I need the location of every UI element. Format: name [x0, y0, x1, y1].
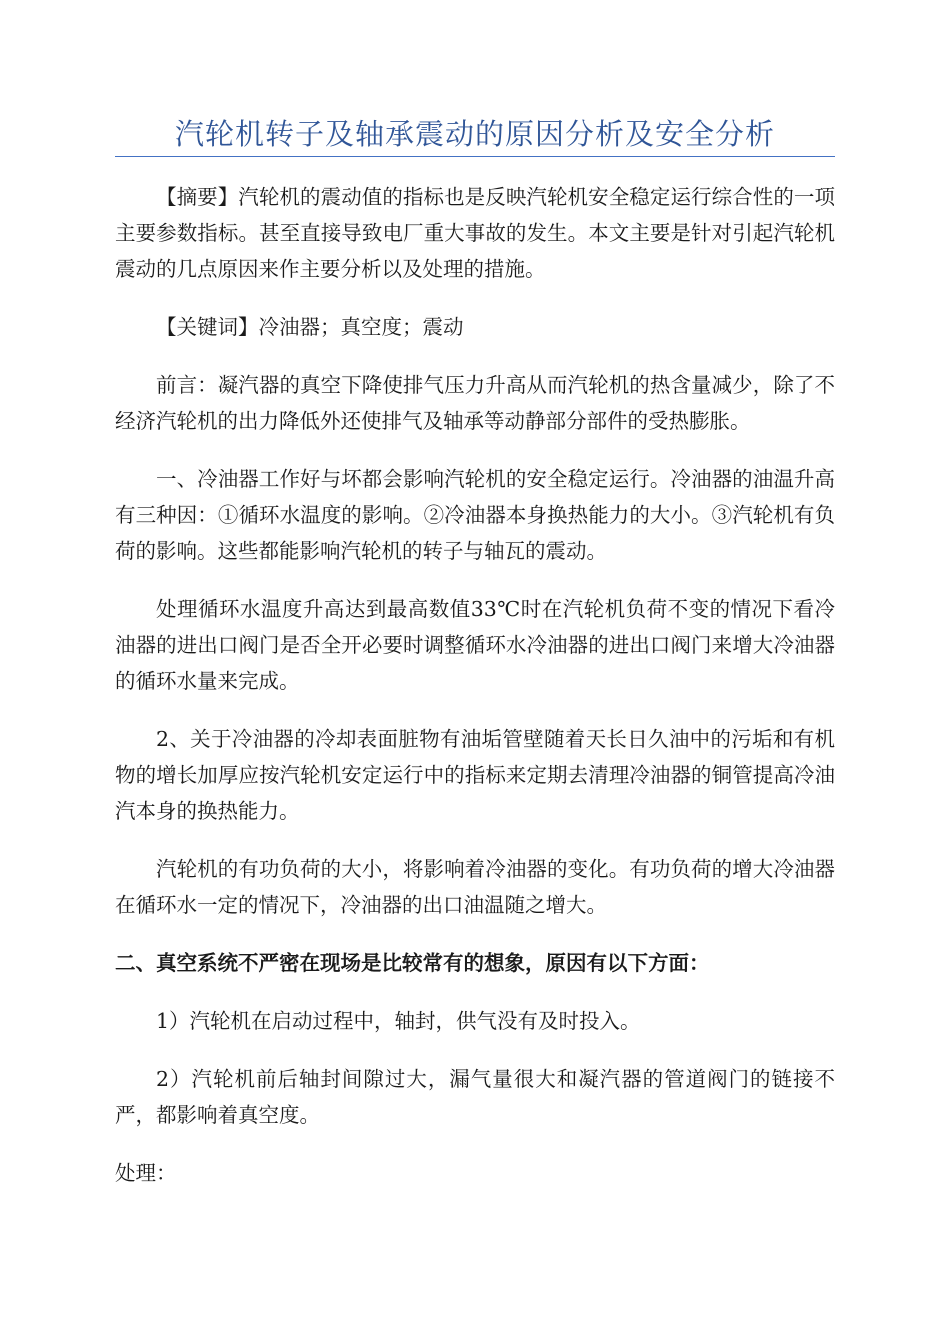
title-underline [115, 156, 835, 157]
list-item: 1）汽轮机在启动过程中，轴封，供气没有及时投入。 [156, 1009, 641, 1033]
document-title: 汽轮机转子及轴承震动的原因分析及安全分析 [174, 117, 775, 151]
section-two-heading: 二、真空系统不严密在现场是比较常有的想象，原因有以下方面： [115, 951, 710, 975]
abstract-paragraph: 【摘要】汽轮机的震动值的指标也是反映汽轮机安全稳定运行综合性的一项主要参数指标。甚至直接导致电厂重大事故的发生。本文主要是针对引起汽轮机震动的几点原因来作主要分析以及处理的措施。 [115, 185, 835, 281]
keywords-paragraph: 【关键词】冷油器；真空度；震动 [156, 315, 464, 339]
list-item: 2）汽轮机前后轴封间隙过大，漏气量很大和凝汽器的管道阀门的链接不严，都影响着真空度。 [115, 1067, 835, 1127]
body-paragraph: 处理循环水温度升高达到最高数值33℃时在汽轮机负荷不变的情况下看冷油器的进出口阀门是否全开必要时调整循环水冷油器的进出口阀门来增大冷油器的循环水量来完成。 [115, 597, 835, 693]
body-paragraph: 2、关于冷油器的冷却表面脏物有油垢管壁随着天长日久油中的污垢和有机物的增长加厚应按汽轮机安定运行中的指标来定期去清理冷油器的铜管提高冷油汽本身的换热能力。 [115, 727, 835, 823]
preface-paragraph: 前言：凝汽器的真空下降使排气压力升高从而汽轮机的热含量减少，除了不经济汽轮机的出力降低外还使排气及轴承等动静部分部件的受热膨胀。 [115, 373, 835, 433]
section-one-paragraph: 一、冷油器工作好与坏都会影响汽轮机的安全稳定运行。冷油器的油温升高有三种因：①循环水温度的影响。②冷油器本身换热能力的大小。③汽轮机有负荷的影响。这些都能影响汽轮机的转子与轴瓦的震动。 [115, 467, 835, 563]
treatment-label: 处理： [115, 1161, 177, 1185]
body-paragraph: 汽轮机的有功负荷的大小，将影响着冷油器的变化。有功负荷的增大冷油器在循环水一定的情况下，冷油器的出口油温随之增大。 [115, 857, 835, 917]
